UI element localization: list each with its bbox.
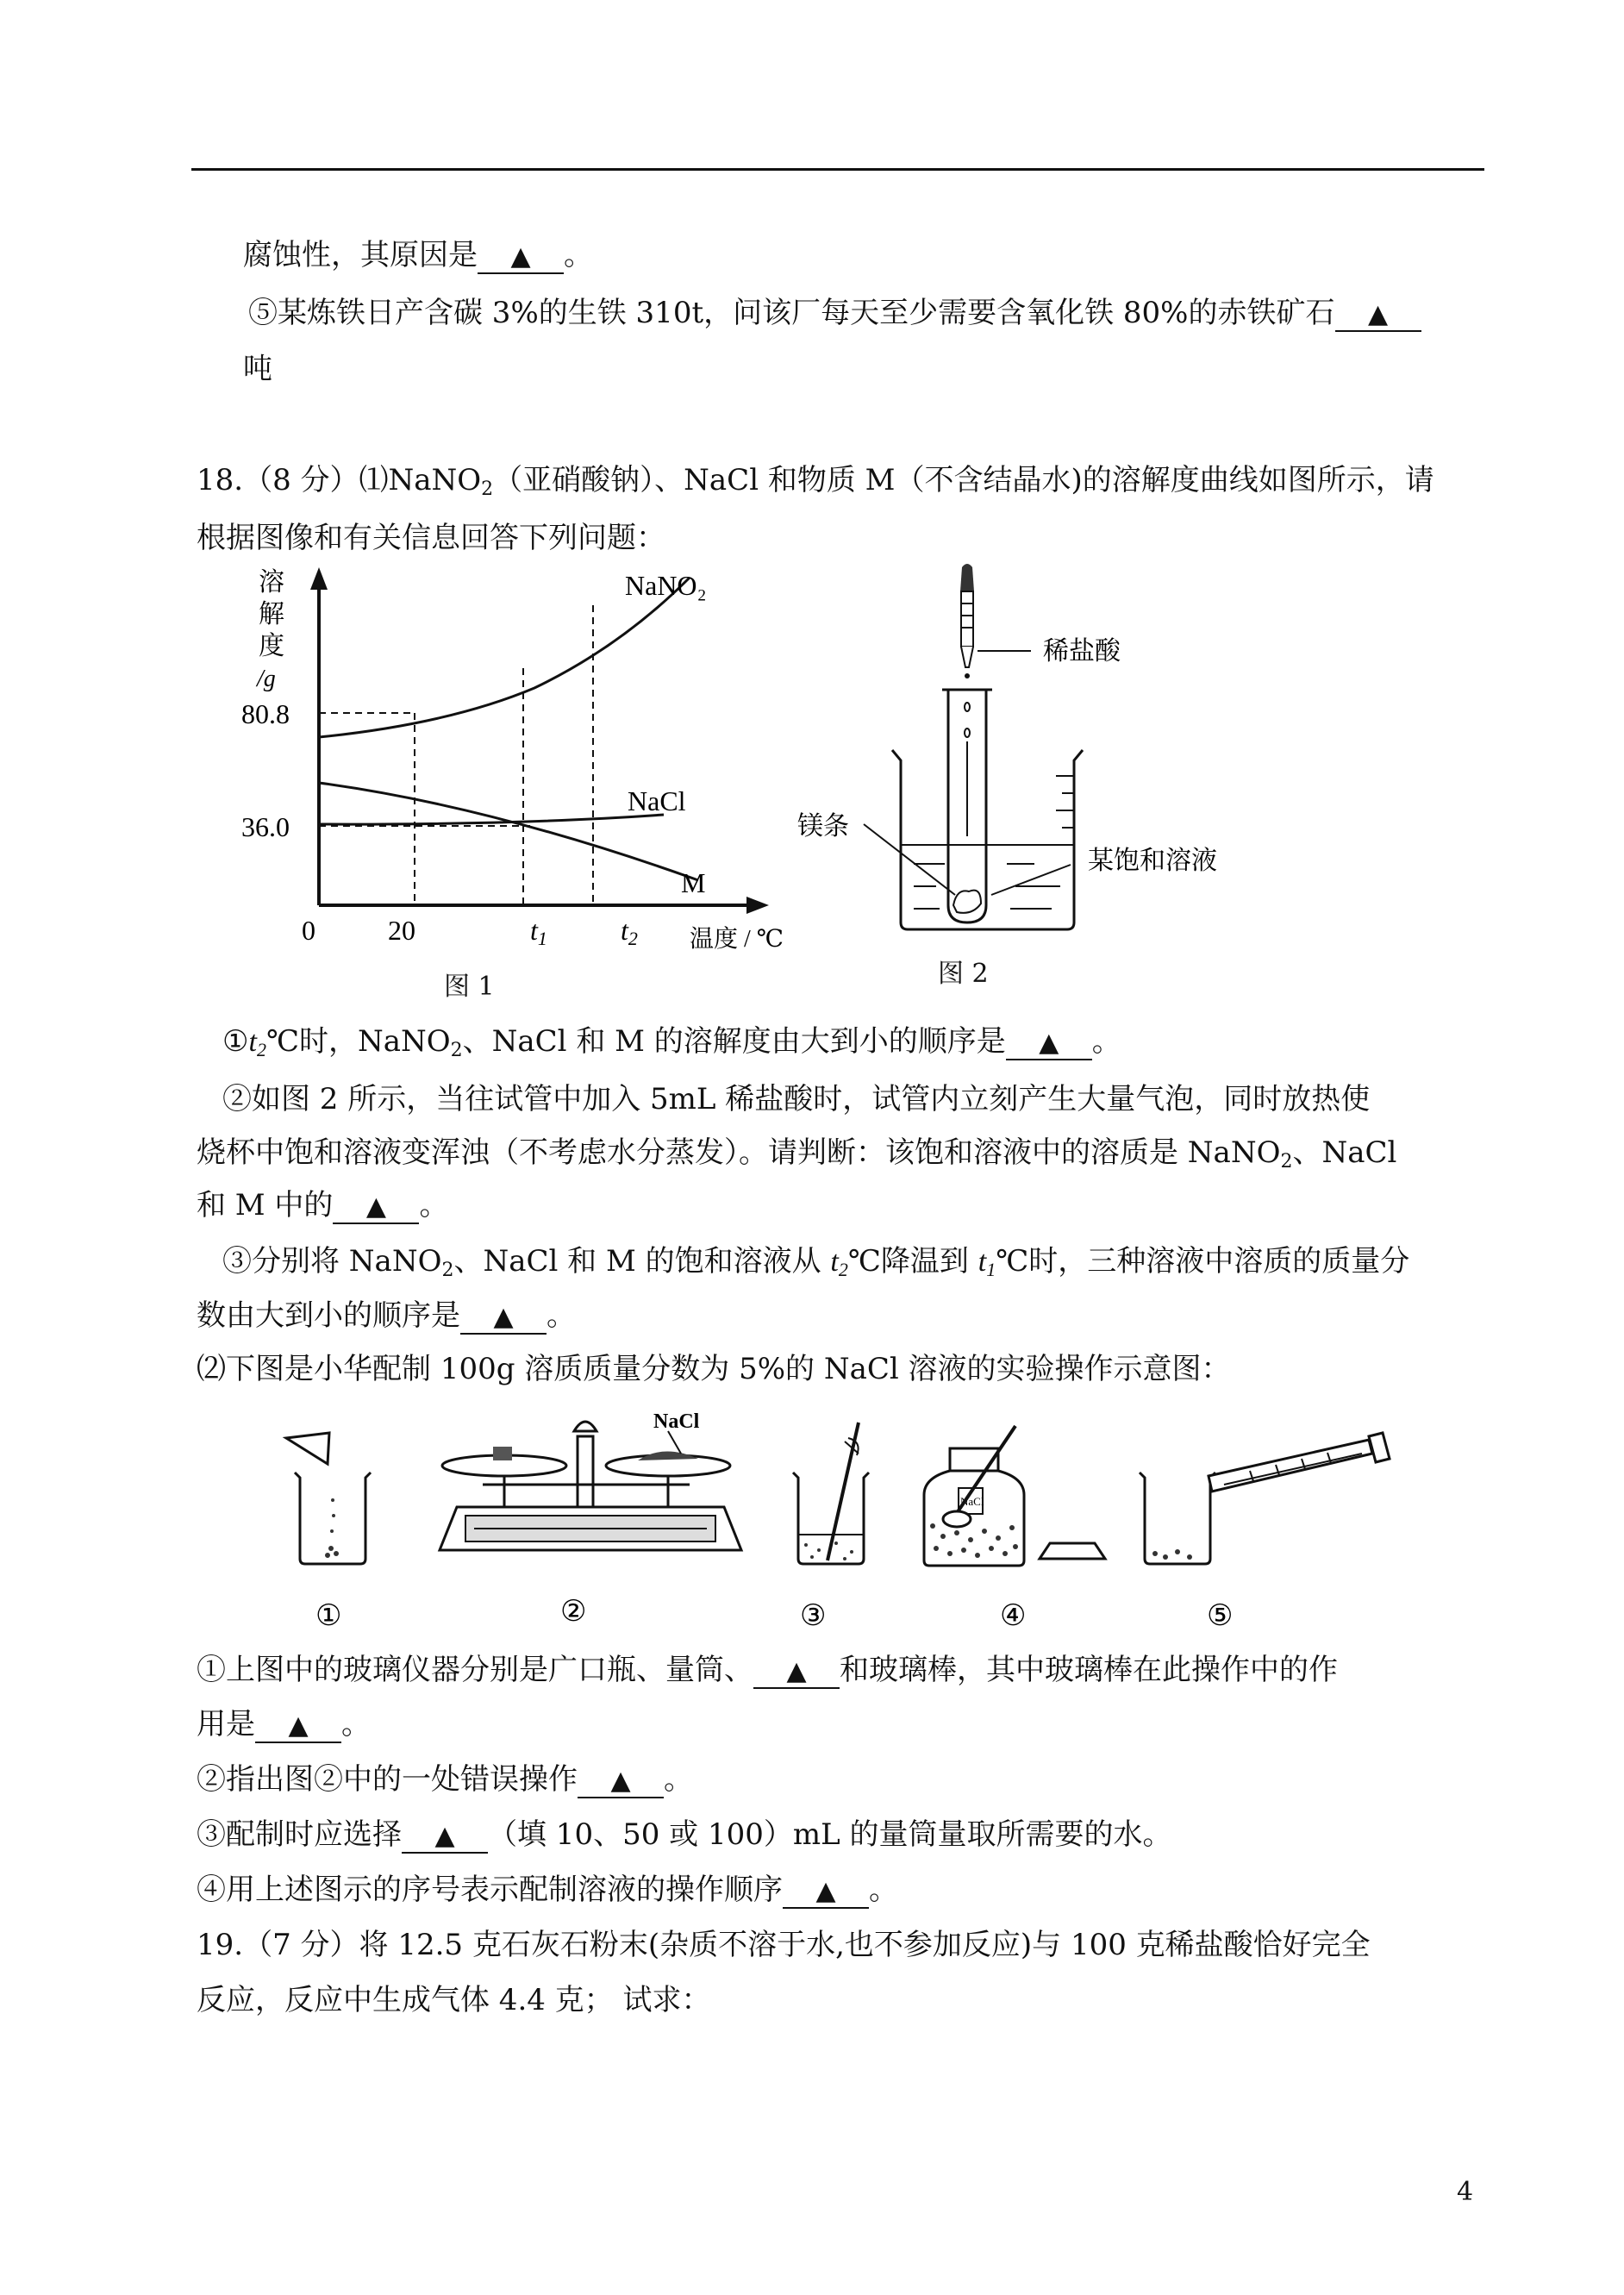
label-mg: 镁条 [797, 812, 849, 841]
triangle-icon: ▲ [510, 241, 531, 272]
answer-blank[interactable] [783, 1874, 869, 1909]
fig2-caption: 图 2 [938, 959, 989, 989]
step2-balance [440, 1410, 741, 1550]
nacl-label: NaCl [653, 1410, 700, 1433]
x-tick-label: 20 [388, 915, 415, 946]
series-label-m: M [681, 867, 706, 898]
q18-p2-q4: ④用上述图示的序号表示配制溶液的操作顺序 ▲ 。 [197, 1873, 898, 1907]
answer-blank[interactable] [478, 240, 564, 274]
q18-q1: $①t_2℃$时，NaNO$_2$、NaCl 和 M 的溶解度由大到小的顺序是 ▲ 。 [222, 1024, 1121, 1061]
q18-q3-line1: ③分别将 NaNO$_2$、NaCl 和 M 的饱和溶液从 $t_2℃$降温到 $t_1℃$时，三种溶液中溶质的质量分 [222, 1244, 1410, 1281]
q18-q3-line2: 数由大到小的顺序是 ▲ 。 [197, 1298, 576, 1333]
x-tick-t2: t2 [621, 915, 638, 949]
q18-intro-line2: 根据图像和有关信息回答下列问题： [197, 521, 665, 555]
series-label-nano2: NaNO₂ [625, 570, 707, 601]
answer-blank[interactable] [578, 1764, 664, 1798]
series-nano2-line [319, 578, 690, 737]
triangle-icon: ▲ [493, 1302, 514, 1332]
step-label: ① [315, 1600, 342, 1632]
page-number: 4 [1457, 2177, 1474, 2207]
dropper-icon [960, 564, 974, 678]
step-label: ⑤ [1207, 1600, 1234, 1632]
ylabel-char: 度 [259, 632, 284, 660]
x-axis-label: 温度 / ℃ [690, 926, 784, 953]
yunit-label: /g [257, 666, 276, 692]
label-acid: 稀盐酸 [1043, 637, 1121, 666]
q17-line2: ⑤某炼铁日产含碳 3%的生铁 310t，问该厂每天至少需要含氧化铁 80%的赤铁矿石 ▲ [248, 294, 1421, 332]
x-tick-label: 0 [302, 915, 315, 946]
step-label: ② [560, 1596, 587, 1628]
header-rule [191, 168, 1484, 171]
step4-bottle [924, 1426, 1105, 1566]
bottle-label: NaCl [960, 1495, 984, 1508]
triangle-icon: ▲ [610, 1766, 631, 1796]
triangle-icon: ▲ [1039, 1028, 1059, 1058]
answer-blank[interactable] [402, 1819, 488, 1854]
answer-blank[interactable] [460, 1300, 547, 1335]
q17-line1: 腐蚀性，其原因是 ▲ 。 [243, 238, 593, 272]
q17-line3: 吨 [243, 352, 272, 386]
triangle-icon: ▲ [1367, 299, 1389, 329]
answer-blank[interactable] [333, 1190, 419, 1224]
fig3-steps [276, 1405, 1431, 1638]
magnesium-strip [953, 891, 981, 913]
y-tick-label: 36.0 [241, 811, 290, 842]
solution-pointer [991, 865, 1071, 895]
y-tick-label: 80.8 [241, 698, 290, 729]
series-label-nacl: NaCl [628, 785, 686, 816]
q18-p2-q2: ②指出图②中的一处错误操作 ▲ 。 [197, 1762, 693, 1797]
step-label: ④ [1000, 1600, 1027, 1632]
q18-p2-q1-line2: 用是 ▲ 。 [197, 1707, 371, 1742]
answer-blank[interactable] [1335, 297, 1421, 332]
triangle-icon: ▲ [434, 1821, 455, 1851]
fig1-caption: 图 1 [444, 972, 495, 1002]
beaker-graduations [1056, 776, 1074, 845]
q18-p2-q1-line1: ①上图中的玻璃仪器分别是广口瓶、量筒、 ▲ 和玻璃棒，其中玻璃棒在此操作中的作 [197, 1653, 1338, 1687]
q19-line1: 19.（7 分）将 12.5 克石灰石粉末(杂质不溶于水,也不参加反应)与 100 克稀盐酸恰好完全 [197, 1928, 1371, 1962]
step3-beaker [793, 1423, 869, 1564]
guide-lines [319, 605, 593, 905]
ylabel-char: 解 [259, 600, 284, 628]
triangle-icon: ▲ [815, 1876, 836, 1906]
answer-blank[interactable] [255, 1709, 341, 1743]
q18-q2-line2: 烧杯中饱和溶液变浑浊（不考虑水分蒸发）。请判断：该饱和溶液中的溶质是 NaNO$_2$、NaCl [197, 1135, 1397, 1173]
step1-beaker [286, 1433, 371, 1564]
ylabel-char: 溶 [259, 568, 284, 597]
triangle-icon: ▲ [365, 1191, 386, 1222]
triangle-icon: ▲ [786, 1656, 807, 1686]
step-label: ③ [800, 1600, 827, 1632]
q18-q2-line3: 和 M 中的 ▲ 。 [197, 1188, 449, 1223]
q19-line2: 反应，反应中生成气体 4.4 克； 试求： [197, 1983, 711, 2017]
q18-p2-q3: ③配制时应选择 ▲ （填 10、50 或 100）mL 的量筒量取所需要的水。 [197, 1817, 1172, 1852]
fig2-apparatus [784, 560, 1284, 966]
q18-q2-line1: ②如图 2 所示，当往试管中加入 5mL 稀盐酸时，试管内立刻产生大量气泡，同时放热使 [222, 1082, 1371, 1116]
x-axis-arrow [746, 897, 769, 914]
q18-part2-intro: ⑵下图是小华配制 100g 溶质质量分数为 5%的 NaCl 溶液的实验操作示意图： [197, 1352, 1231, 1386]
q18-intro-line1: 18.（8 分）⑴NaNO$_2$（亚硝酸钠）、NaCl 和物质 M（不含结晶水)的溶解度曲线如图所示，请 [197, 463, 1434, 500]
label-solution: 某饱和溶液 [1088, 847, 1217, 875]
step5-beaker [1140, 1433, 1390, 1564]
answer-blank[interactable] [1006, 1026, 1092, 1060]
solubility-chart [233, 560, 819, 974]
triangle-icon: ▲ [288, 1710, 309, 1741]
answer-blank[interactable] [753, 1654, 840, 1689]
x-tick-t1: t1 [530, 915, 547, 949]
mg-pointer [864, 824, 955, 895]
y-axis-arrow [310, 567, 328, 590]
